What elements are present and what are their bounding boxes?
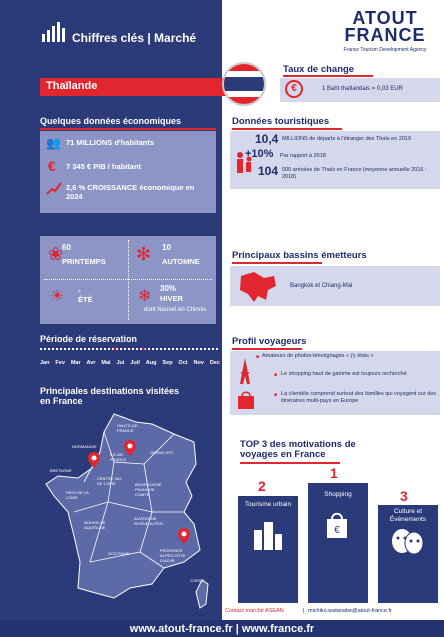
- month: Juil: [130, 360, 140, 366]
- shopping-bag-icon: [322, 510, 352, 545]
- tourism-text: MILLIONS de départs à l'étranger des Thaïs en 2019: [282, 136, 412, 142]
- city-buildings-icon: [252, 520, 284, 555]
- people-icon: 👥: [46, 136, 61, 150]
- location-pin-icon: [178, 528, 190, 549]
- economy-title: Quelques données économiques: [40, 116, 182, 126]
- rank-2: 2: [258, 478, 266, 494]
- rank-3: 3: [400, 488, 408, 504]
- contact-label: Contact marché ASEAN: [225, 608, 284, 614]
- season-label: HIVER: [160, 294, 183, 303]
- basins-title: Principaux bassins émetteurs: [232, 250, 367, 261]
- euro-icon: €: [285, 80, 303, 98]
- month: Oct: [178, 360, 188, 366]
- flower-icon: ❀: [48, 244, 64, 264]
- motivation-label: Culture et Évènements: [389, 508, 427, 523]
- destinations-title: Principales destinations visitées en France: [40, 386, 180, 406]
- header-title: Chiffres clés | Marché: [72, 31, 197, 45]
- motivations-title: TOP 3 des motivations de voyages en France: [240, 439, 356, 460]
- booking-marker-end-icon: »: [141, 344, 146, 353]
- leaf-icon: ✻: [136, 244, 152, 264]
- season-value: 30%: [160, 284, 177, 293]
- location-pin-icon: [88, 452, 100, 473]
- exchange-title: Taux de change: [283, 64, 355, 75]
- region-label: PROVENCE ALPES CÔTE D'AZUR: [160, 548, 186, 563]
- thailand-flag-icon: [222, 62, 266, 106]
- exchange-text: 1 Baht thaïlandais = 0,03 EUR: [322, 86, 403, 92]
- euro-icon: €: [48, 158, 56, 174]
- region-label: BOURGOGNE FRANCHE COMTÉ: [135, 482, 162, 497]
- region-label: AUVERGNE RHÔNE-ALPES: [134, 516, 163, 526]
- profile-item: Amateurs de photos-témoignages « j'y étais »: [262, 353, 374, 359]
- tourism-title: Données touristiques: [232, 116, 330, 127]
- booking-title: Période de réservation: [40, 334, 138, 344]
- bullet-icon: ■: [274, 392, 278, 398]
- tourism-value: 10,4: [255, 132, 279, 146]
- season-value: 10: [162, 243, 171, 252]
- eiffel-tower-icon: [238, 358, 252, 391]
- month: Nov: [193, 360, 204, 366]
- economy-item: 71 MILLIONS d'habitants: [66, 138, 155, 147]
- snowflake-icon: ❄: [138, 288, 152, 305]
- region-label: GRAND EST: [150, 450, 174, 455]
- footer: [0, 620, 444, 637]
- season-value: -: [78, 286, 81, 295]
- asia-map-icon: [236, 268, 280, 309]
- season-note: dont Nouvel An Chinois: [144, 307, 207, 313]
- bars-icon: [42, 22, 70, 47]
- region-label: PAYS DE LA LOIRE: [66, 490, 89, 500]
- tourism-text: Par rapport à 2018: [280, 153, 326, 159]
- region-label: OCCITANIE: [108, 551, 130, 556]
- profile-title: Profil voyageurs: [232, 336, 307, 347]
- contact-email[interactable]: michiko.watanabe@atout-france.fr: [308, 608, 392, 614]
- logo: ATOUT FRANCE France Tourism Development Agency: [343, 8, 427, 53]
- month: Sep: [162, 360, 173, 366]
- region-label: NORMANDIE: [72, 444, 97, 449]
- tourism-value: +10%: [245, 148, 274, 160]
- theater-masks-icon: [390, 528, 424, 561]
- month: Dec: [209, 360, 220, 366]
- tourism-text: 000 arrivées de Thaïs en France (moyenne annuelle 2016 - 2018): [282, 167, 427, 180]
- season-label: PRINTEMPS: [62, 257, 106, 266]
- motivation-label: Shopping: [324, 491, 352, 498]
- bullet-icon: ■: [274, 372, 278, 378]
- rank-1: 1: [330, 465, 338, 481]
- shopping-bag-icon: [236, 390, 256, 415]
- region-label: BRETAGNE: [50, 468, 72, 473]
- motivation-label: Tourisme urbain: [244, 501, 292, 508]
- booking-months: [40, 360, 220, 366]
- country-name: Thaïlande: [46, 80, 98, 92]
- footer-links[interactable]: www.atout-france.fr | www.france.fr: [129, 622, 315, 635]
- season-label: AUTOMNE: [162, 257, 200, 266]
- basins-text: Bangkok et Chiang-Mai: [290, 283, 353, 289]
- month: Aug: [145, 360, 157, 366]
- season-value: 60: [62, 243, 71, 252]
- month: Jui: [116, 360, 125, 366]
- profile-item: La clientèle comprend surtout des familles qui voyagent sur des itinéraires multi-pays en Europe: [281, 391, 437, 404]
- season-label: ÉTÉ: [78, 295, 93, 304]
- economy-item: 2,6 % CROISSANCE économique en 2024: [66, 183, 195, 201]
- location-pin-icon: [124, 440, 136, 461]
- month: Fev: [55, 360, 65, 366]
- region-label: CENTRE VAL DE LOIRE: [97, 476, 122, 486]
- economy-item: 7 345 € PIB / habitant: [66, 162, 142, 171]
- region-label: NOUVELLE AQUITAINE: [84, 520, 106, 530]
- booking-marker-start-icon: «: [113, 344, 118, 353]
- profile-item: Le shopping haut de gamme est toujours recherché: [281, 371, 407, 377]
- tourism-value: 104: [258, 164, 279, 178]
- sun-icon: ☀: [50, 288, 65, 305]
- region-label: HAUTS-DE-FRANCE: [117, 423, 139, 433]
- region-label: CORSE: [190, 578, 205, 583]
- contact-separator: |: [303, 608, 305, 614]
- growth-icon: [46, 180, 62, 201]
- month: Avr: [86, 360, 96, 366]
- region-label: ÎLE-DE-FRANCE: [110, 452, 127, 462]
- month: Jan: [40, 360, 50, 366]
- bullet-icon: ■: [256, 354, 260, 360]
- month: Mai: [101, 360, 111, 366]
- month: Mar: [70, 360, 81, 366]
- svg-text:€: €: [334, 525, 340, 536]
